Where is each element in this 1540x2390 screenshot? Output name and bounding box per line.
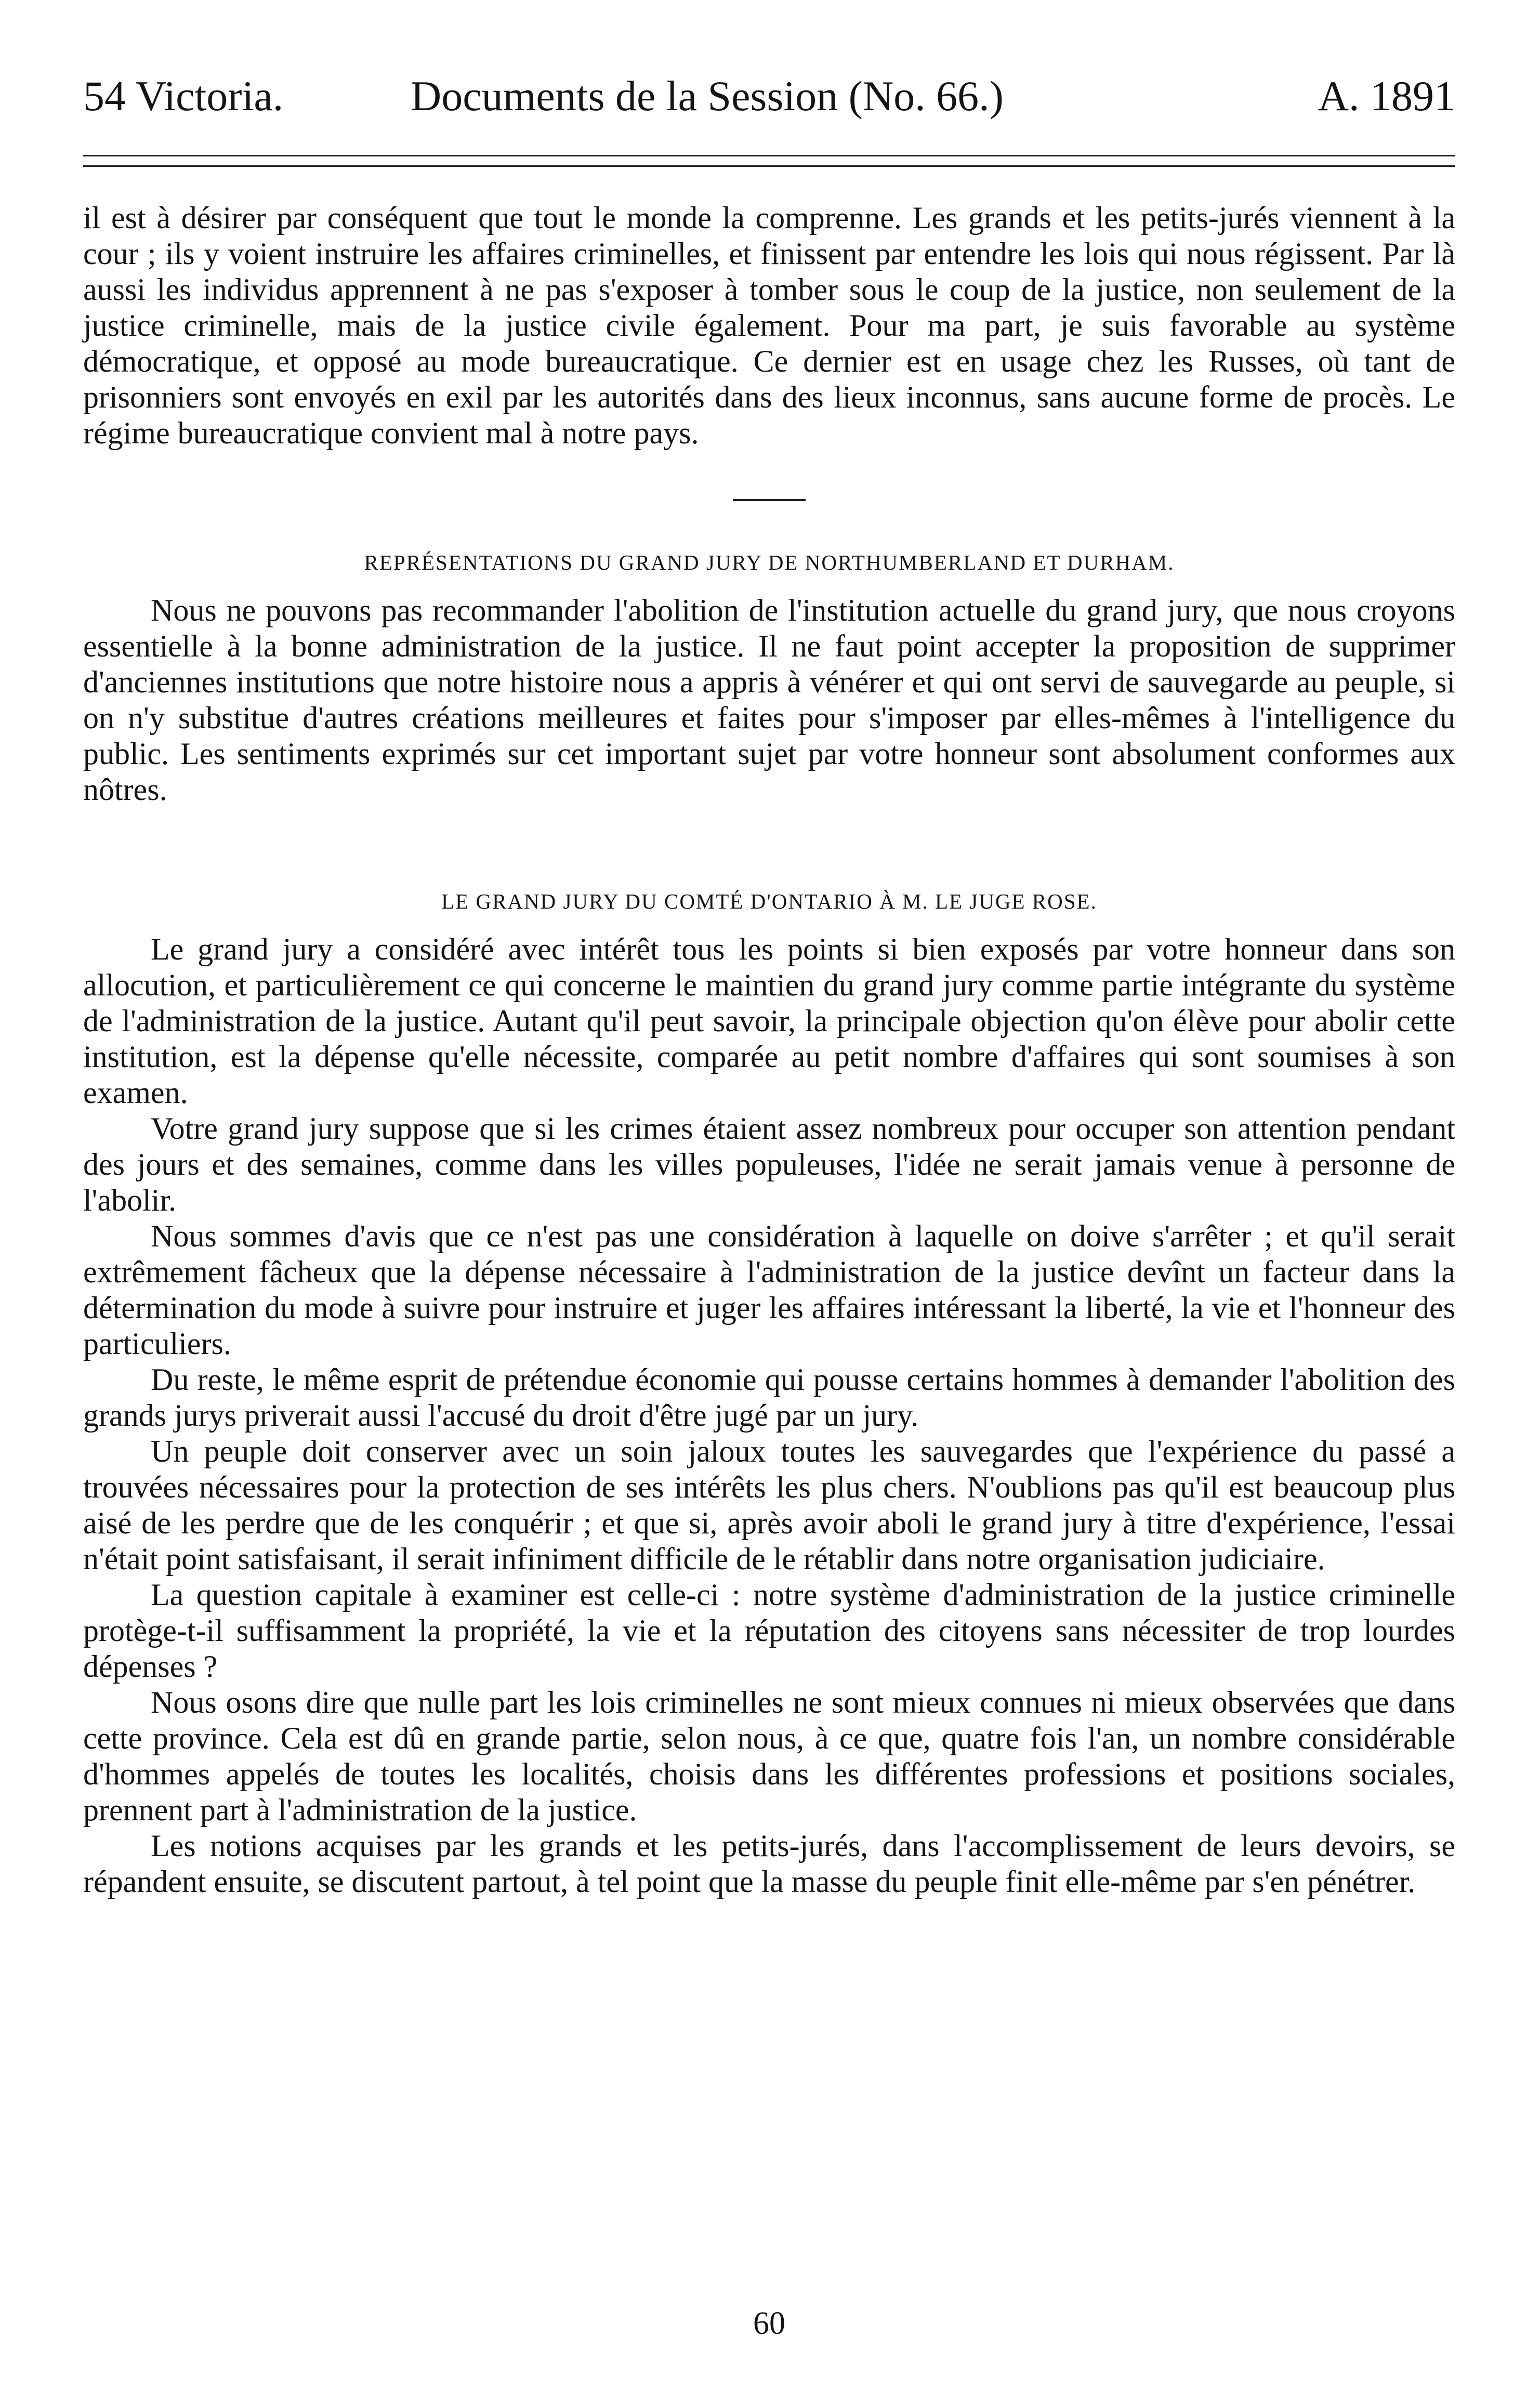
document-body bbox=[83, 200, 1455, 1900]
section-separator bbox=[733, 499, 806, 501]
header-rule-top bbox=[83, 155, 1455, 156]
section-heading-ontario: LE GRAND JURY DU COMTÉ D'ONTARIO À M. LE JUGE ROSE. bbox=[441, 889, 1097, 913]
section-paragraph: Un peuple doit conserver avec un soin jaloux toutes les sauvegardes que l'expérience du passé a trouvées nécessaires pour la protection de ses intérêts les plus chers. N'oublions pas qu'il est beaucoup plus aisé de les perdre que de les conquérir ; et que si, après avoir aboli le grand jury à titre d'expérience, l'essai n'était point satisfaisant, il serait infiniment difficile de le rétablir dans notre organisation judiciaire. bbox=[83, 1434, 1455, 1576]
intro-paragraph: il est à désirer par conséquent que tout le monde la comprenne. Les grands et les petits-jurés viennent à la cour ; ils y voient instruire les affaires criminelles, et finissent par entendre les lois qui nous régissent. Par là aussi les individus apprennent à ne pas s'exposer à tomber sous le coup de la justice, non seulement de la justice criminelle, mais de la justice civile également. Pour ma part, je suis favorable au système démocratique, et opposé au mode bureaucratique. Ce dernier est en usage chez les Russes, où tant de prisonniers sont envoyés en exil par les autorités dans des lieux inconnus, sans aucune forme de procès. Le régime bureaucratique convient mal à notre pays. bbox=[83, 201, 1455, 450]
section-paragraph: La question capitale à examiner est celle-ci : notre système d'administration de la justice criminelle protège-t-il suffisamment la propriété, la vie et la réputation des citoyens sans nécessiter de trop lourdes dépenses ? bbox=[83, 1578, 1455, 1684]
header-document-title: Documents de la Session (No. 66.) bbox=[411, 72, 1004, 120]
section-paragraph: Les notions acquises par les grands et les petits-jurés, dans l'accomplissement de leurs devoirs, se répandent ensuite, se discutent partout, à tel point que la masse du peuple finit elle-même par s'en pénétrer. bbox=[83, 1829, 1455, 1899]
header-regnal-year: 54 Victoria. bbox=[83, 72, 284, 120]
section-paragraph: Du reste, le même esprit de prétendue économie qui pousse certains hommes à demander l'abolition des grands jurys priverait aussi l'accusé du droit d'être jugé par un jury. bbox=[83, 1362, 1455, 1433]
section-paragraph: Le grand jury a considéré avec intérêt tous les points si bien exposés par votre honneur dans son allocution, et particulièrement ce qui concerne le maintien du grand jury comme partie intégrante du système de l'administration de la justice. Autant qu'il peut savoir, la principale objection qu'on élève pour abolir cette institution, est la dépense qu'elle nécessite, comparée au petit nombre d'affaires qui sont soumises à son examen. bbox=[83, 932, 1455, 1110]
running-header bbox=[83, 68, 1455, 125]
section-paragraph: Nous sommes d'avis que ce n'est pas une considération à laquelle on doive s'arrêter ; et qu'il serait extrêmement fâcheux que la dépense nécessaire à l'administration de la justice devînt un facteur dans la détermination du mode à suivre pour instruire et juger les affaires intéressant la liberté, la vie et l'honneur des particuliers. bbox=[83, 1219, 1455, 1361]
section-paragraph: Nous ne pouvons pas recommander l'abolition de l'institution actuelle du grand jury, que nous croyons essentielle à la bonne administration de la justice. Il ne faut point accepter la proposition de supprimer d'anciennes institutions que notre histoire nous a appris à vénérer et qui ont servi de sauvegarde au peuple, si on n'y substitue d'autres créations meilleures et faites pour s'imposer par elles-mêmes à l'intelligence du public. Les sentiments exprimés sur cet important sujet par votre honneur sont absolument conformes aux nôtres. bbox=[83, 593, 1455, 807]
section-paragraph: Nous osons dire que nulle part les lois criminelles ne sont mieux connues ni mieux observées que dans cette province. Cela est dû en grande partie, selon nous, à ce que, quatre fois l'an, un nombre considérable d'hommes appelés de toutes les localités, choisis dans les différentes professions et positions sociales, prennent part à l'administration de la justice. bbox=[83, 1685, 1455, 1827]
header-year: A. 1891 bbox=[1318, 72, 1455, 120]
section-paragraph: Votre grand jury suppose que si les crimes étaient assez nombreux pour occuper son attention pendant des jours et des semaines, comme dans les villes populeuses, l'idée ne serait jamais venue à personne de l'abolir. bbox=[83, 1111, 1455, 1217]
document-page bbox=[83, 0, 1455, 2390]
section-heading-northumberland: REPRÉSENTATIONS DU GRAND JURY DE NORTHUMBERLAND ET DURHAM. bbox=[364, 550, 1175, 574]
header-rule-bottom bbox=[83, 165, 1455, 167]
page-number: 60 bbox=[753, 2306, 785, 2341]
